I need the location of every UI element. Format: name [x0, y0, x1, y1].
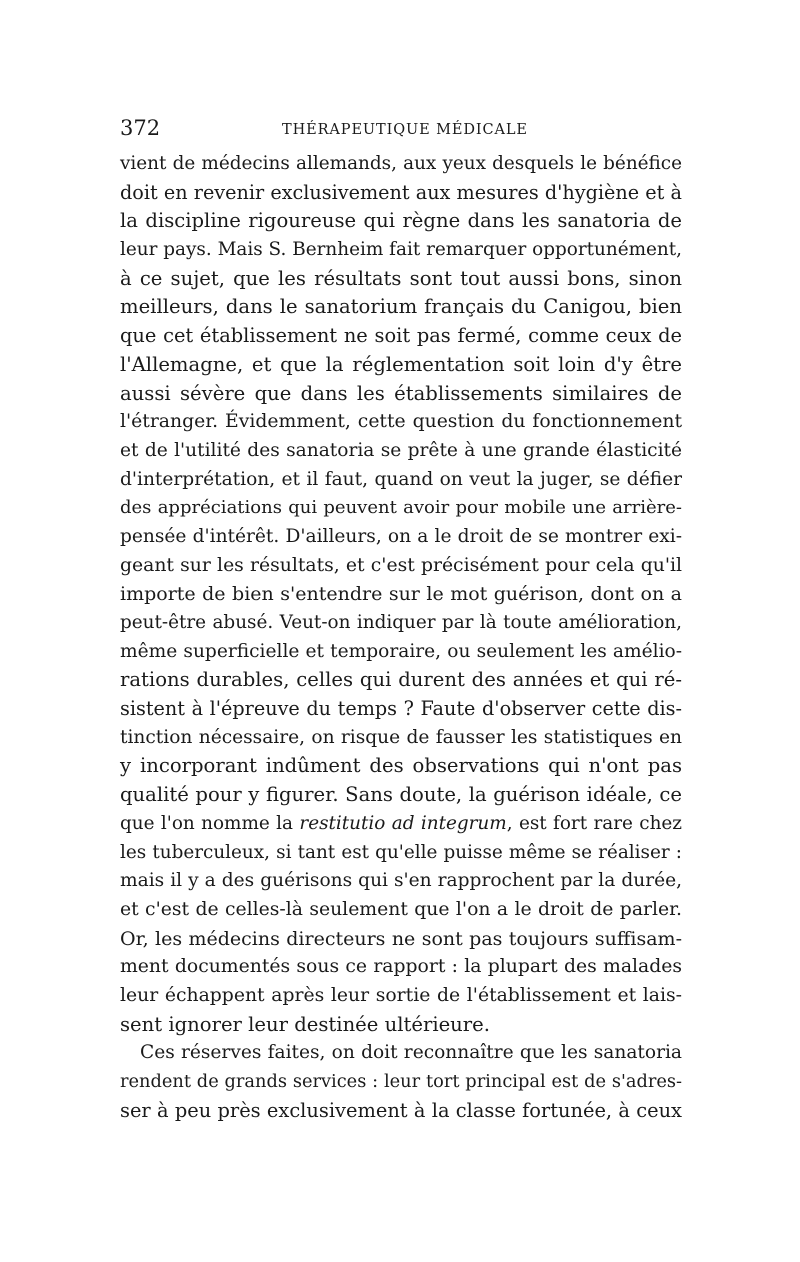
- text-line: et de l'utilité des sanatoria se prête à une grande élasticité: [120, 439, 682, 461]
- text-line: ment documentés sous ce rapport : la plupart des malades: [120, 956, 682, 978]
- text-line: d'interprétation, et il faut, quand on veut la juger, se défier: [120, 468, 682, 490]
- text-line-with-italic: [120, 810, 682, 839]
- text-line: la discipline rigoureuse qui règne dans les sanatoria de: [120, 209, 682, 233]
- text-line: des appréciations qui peuvent avoir pour mobile une arrière-: [120, 497, 682, 519]
- text-line: l'Allemagne, et que la réglementation soit loin d'y être: [120, 352, 682, 376]
- text-line: meilleurs, dans le sanatorium français du Canigou, bien: [120, 295, 682, 319]
- italic-latin-phrase: restitutio ad integrum: [299, 812, 507, 834]
- text-line: peut-être abusé. Veut-on indiquer par là toute amélioration,: [120, 612, 682, 633]
- text-line: les tuberculeux, si tant est qu'elle puisse même se réaliser :: [120, 841, 682, 863]
- text-line: doit en revenir exclusivement aux mesures d'hygiène et à: [120, 180, 682, 204]
- paragraph-end-line: sent ignorer leur destinée ultérieure.: [120, 1012, 490, 1036]
- text-line: tinction nécessaire, on risque de fausser les statistiques en: [120, 726, 682, 748]
- text-line: l'étranger. Évidemment, cette question du fonctionnement: [120, 411, 682, 433]
- text-line: leur pays. Mais S. Bernheim fait remarquer opportunément,: [120, 239, 682, 261]
- text-line: mais il y a des guérisons qui s'en rapprochent par la durée,: [120, 870, 682, 892]
- body-text: [120, 150, 682, 1125]
- text-line: sistent à l'épreuve du temps ? Faute d'observer cette dis-: [120, 697, 682, 721]
- text-line: à ce sujet, que les résultats sont tout aussi bons, sinon: [120, 266, 682, 290]
- text-fragment: que l'on nomme la: [120, 812, 300, 834]
- text-line: qualité pour y figurer. Sans doute, la guérison idéale, ce: [120, 783, 682, 807]
- page-number: 372: [120, 116, 161, 140]
- paragraph-start-line: Ces réserves faites, on doit reconnaître que les sanatoria: [140, 1042, 682, 1064]
- text-line: leur échappent après leur sortie de l'établissement et lais-: [120, 984, 682, 1006]
- text-line: geant sur les résultats, et c'est précisément pour cela qu'il: [120, 554, 682, 576]
- page-header: [120, 113, 682, 143]
- text-line: pensée d'intérêt. D'ailleurs, on a le droit de se montrer exi-: [120, 525, 682, 547]
- text-line: rations durables, celles qui durent des années et qui ré-: [120, 668, 682, 692]
- text-line: que cet établissement ne soit pas fermé, comme ceux de: [120, 324, 682, 348]
- text-line: ser à peu près exclusivement à la classe fortunée, à ceux: [120, 1098, 682, 1122]
- text-line: importe de bien s'entendre sur le mot guérison, dont on a: [120, 583, 682, 606]
- text-line: vient de médecins allemands, aux yeux desquels le bénéfice: [120, 153, 682, 174]
- running-title: THÉRAPEUTIQUE MÉDICALE: [282, 122, 528, 138]
- text-line: rendent de grands services : leur tort principal est de s'adres-: [120, 1071, 682, 1092]
- text-line: même superficielle et temporaire, ou seulement les amélio-: [120, 640, 682, 662]
- text-line: y incorporant indûment des observations qui n'ont pas: [120, 754, 682, 778]
- text-line: aussi sévère que dans les établissements similaires de: [120, 381, 682, 405]
- text-line: et c'est de celles-là seulement que l'on a le droit de parler.: [120, 898, 682, 920]
- text-line: Or, les médecins directeurs ne sont pas toujours suffisam-: [120, 927, 682, 950]
- text-fragment: , est fort rare chez: [506, 812, 682, 834]
